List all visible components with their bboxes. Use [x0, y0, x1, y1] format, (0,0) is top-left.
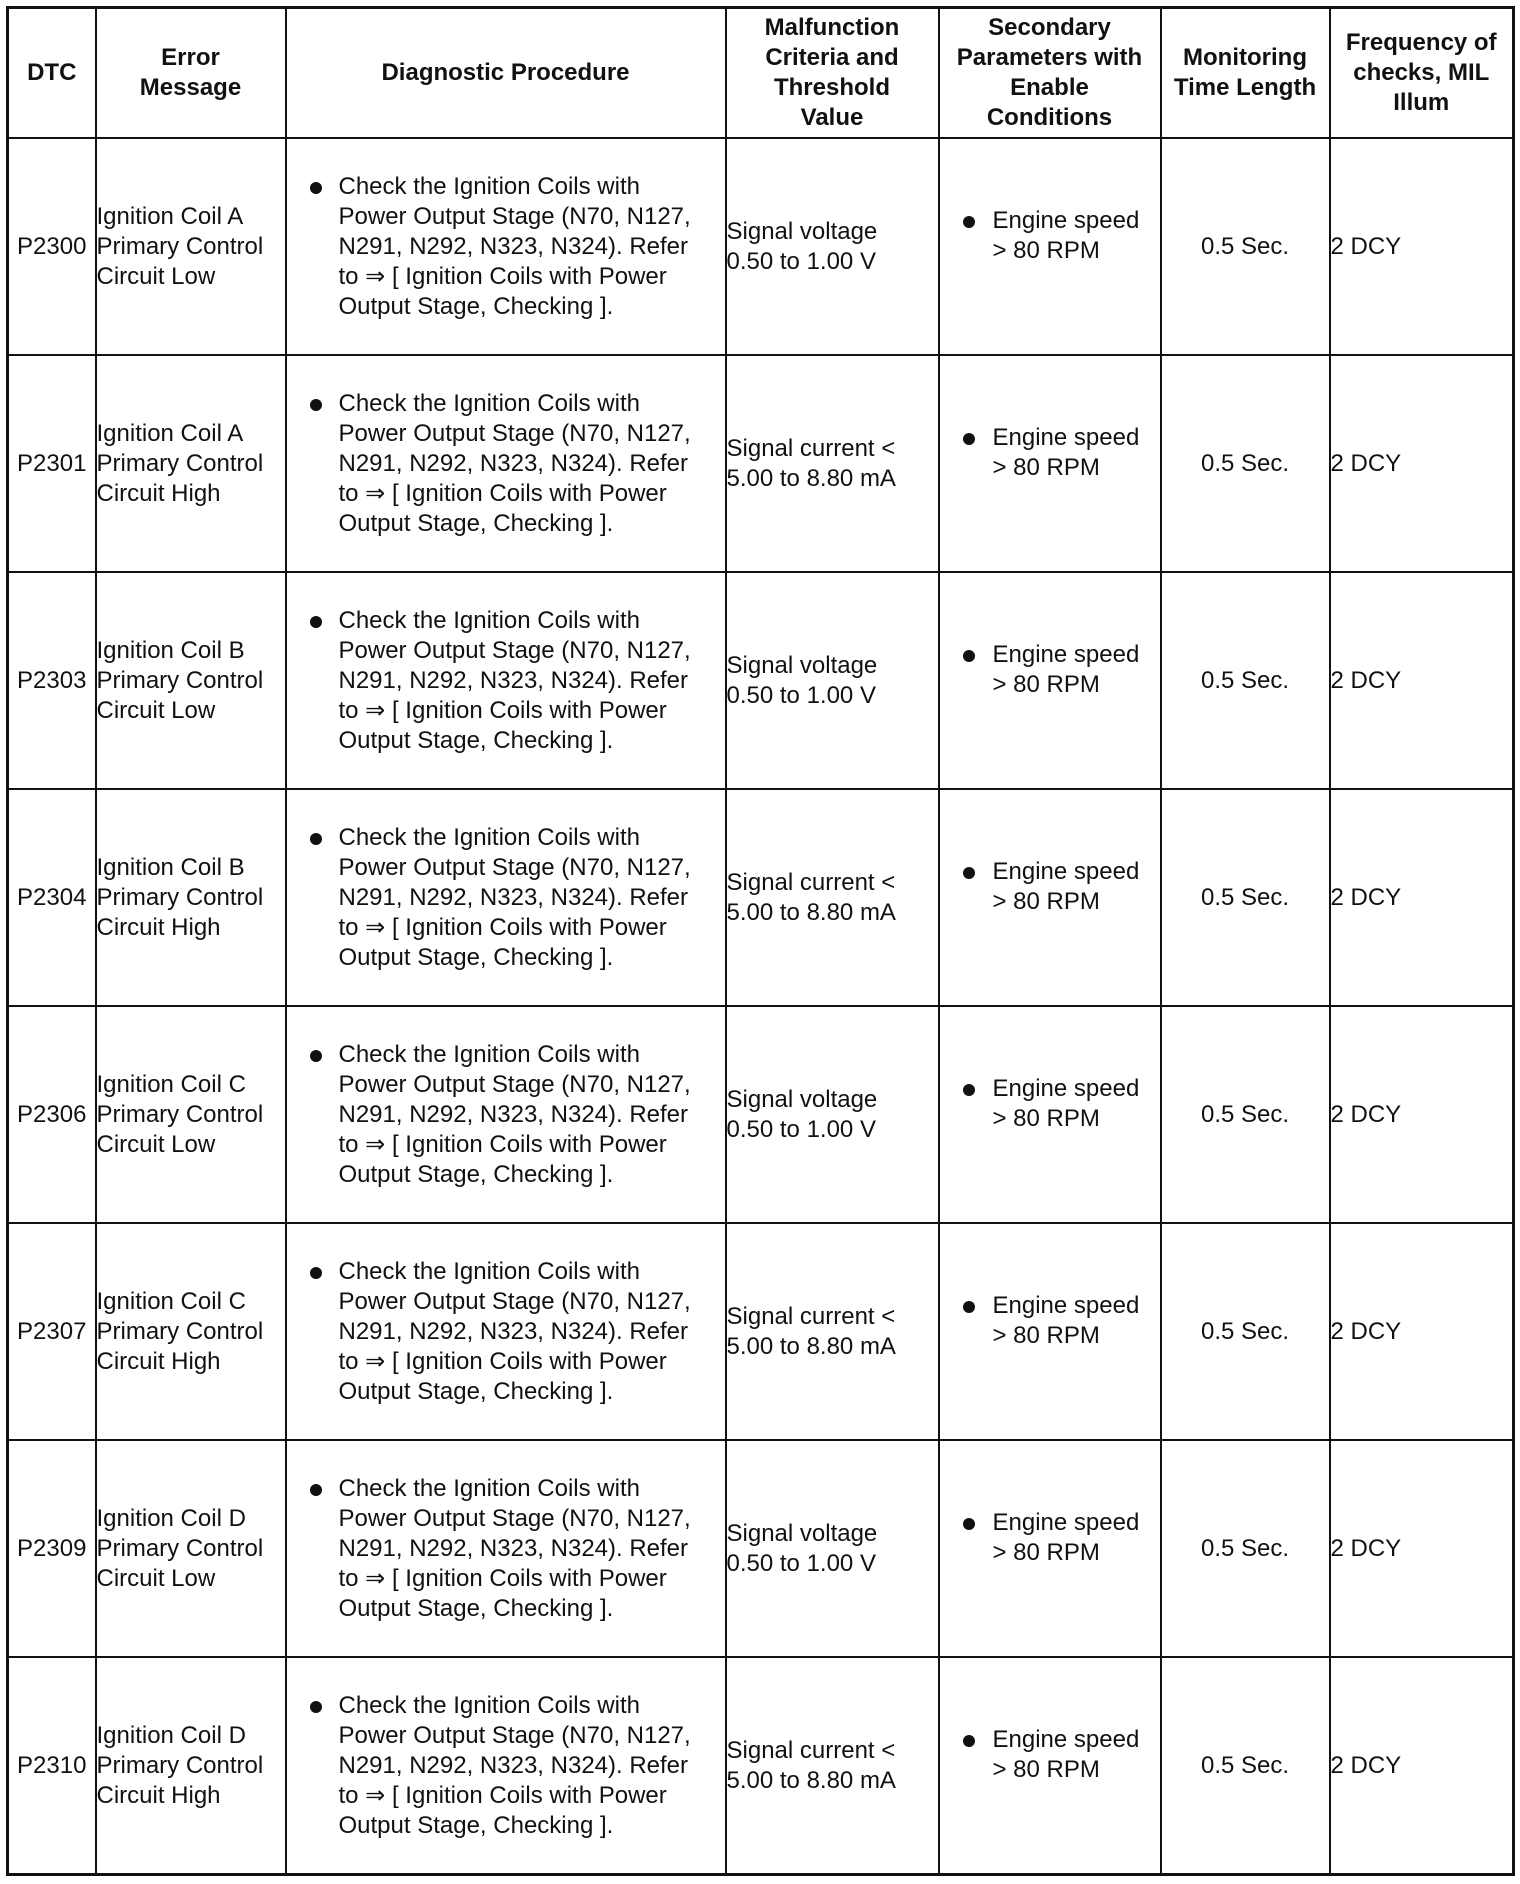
diagnostic-procedure-line: Output Stage, Checking ]. — [338, 943, 614, 971]
bullet-text — [993, 1508, 1156, 1568]
header-dtc — [8, 8, 96, 139]
diagnostic-procedure-line: Output Stage, Checking ]. — [338, 509, 614, 537]
header-line: Threshold — [773, 74, 890, 101]
monitoring-time: 0.5 Sec. — [1161, 1223, 1330, 1440]
threshold-value-line: Signal voltage — [726, 217, 878, 245]
diagnostic-procedure-line: Check the Ignition Coils with — [338, 1474, 640, 1502]
bullet-icon — [963, 1301, 975, 1313]
error-message-line: Circuit High — [96, 479, 221, 507]
header-line: DTC — [27, 59, 77, 86]
secondary-parameters-line: Engine speed — [992, 1725, 1140, 1753]
error-message-line: Ignition Coil A — [96, 202, 244, 230]
header-line: Error — [161, 44, 220, 71]
threshold-value-line: Signal voltage — [726, 1085, 878, 1113]
error-message-line: Primary Control — [96, 883, 264, 911]
header-line: Frequency of — [1345, 29, 1497, 56]
bullet-text — [339, 1691, 719, 1841]
bullet-icon — [310, 833, 322, 845]
table-row — [8, 138, 1514, 355]
secondary-parameters-line: Engine speed — [992, 857, 1140, 885]
check-frequency: 2 DCY — [1330, 572, 1514, 789]
diagnostic-procedure — [286, 355, 726, 572]
bullet-item — [940, 1508, 1160, 1568]
bullet-item — [940, 1291, 1160, 1351]
bullet-item — [287, 823, 725, 973]
monitoring-time: 0.5 Sec. — [1161, 789, 1330, 1006]
threshold-value — [726, 1006, 939, 1223]
bullet-text — [993, 857, 1156, 917]
bullet-icon — [963, 1735, 975, 1747]
monitoring-time: 0.5 Sec. — [1161, 355, 1330, 572]
diagnostic-procedure-line: to ⇒ [ Ignition Coils with Power — [338, 913, 667, 941]
diagnostic-procedure-line: Power Output Stage (N70, N127, — [338, 853, 691, 881]
bullet-item — [940, 857, 1160, 917]
error-message-line: Primary Control — [96, 449, 264, 477]
threshold-value — [726, 1440, 939, 1657]
header-line: Malfunction — [764, 14, 900, 41]
diagnostic-procedure-line: Check the Ignition Coils with — [338, 606, 640, 634]
secondary-parameters-line: > 80 RPM — [992, 453, 1100, 481]
bullet-icon — [310, 1484, 322, 1496]
secondary-parameters — [939, 1006, 1161, 1223]
threshold-value-line: 0.50 to 1.00 V — [726, 247, 876, 275]
bullet-item — [287, 172, 725, 322]
dtc-code: P2309 — [8, 1440, 96, 1657]
bullet-icon — [963, 650, 975, 662]
secondary-parameters — [939, 572, 1161, 789]
header-line: Parameters with — [956, 44, 1143, 71]
threshold-value-line: 5.00 to 8.80 mA — [726, 464, 896, 492]
bullet-text — [339, 389, 719, 539]
bullet-item — [287, 389, 725, 539]
check-frequency: 2 DCY — [1330, 789, 1514, 1006]
threshold-value-line: Signal voltage — [726, 1519, 878, 1547]
error-message-line: Circuit High — [96, 913, 221, 941]
dtc-code: P2304 — [8, 789, 96, 1006]
diagnostic-procedure-line: N291, N292, N323, N324). Refer — [338, 1317, 689, 1345]
diagnostic-procedure-line: to ⇒ [ Ignition Coils with Power — [338, 1347, 667, 1375]
threshold-value — [726, 789, 939, 1006]
check-frequency: 2 DCY — [1330, 1440, 1514, 1657]
secondary-parameters-line: > 80 RPM — [992, 887, 1100, 915]
diagnostic-procedure-line: Check the Ignition Coils with — [338, 172, 640, 200]
bullet-text — [993, 1074, 1156, 1134]
error-message — [96, 138, 286, 355]
bullet-icon — [310, 1701, 322, 1713]
diagnostic-procedure-line: Output Stage, Checking ]. — [338, 292, 614, 320]
error-message — [96, 1223, 286, 1440]
error-message — [96, 789, 286, 1006]
diagnostic-procedure — [286, 572, 726, 789]
threshold-value-line: 0.50 to 1.00 V — [726, 1115, 876, 1143]
diagnostic-procedure-line: Power Output Stage (N70, N127, — [338, 419, 691, 447]
threshold-value-line: Signal current < — [726, 1736, 896, 1764]
diagnostic-procedure-line: Check the Ignition Coils with — [338, 1691, 640, 1719]
diagnostic-procedure-line: Output Stage, Checking ]. — [338, 1594, 614, 1622]
error-message-line: Circuit High — [96, 1347, 221, 1375]
check-frequency: 2 DCY — [1330, 355, 1514, 572]
threshold-value-line: 0.50 to 1.00 V — [726, 1549, 876, 1577]
threshold-value-line: 5.00 to 8.80 mA — [726, 1766, 896, 1794]
header-diagnostic-procedure — [286, 8, 726, 139]
header-malfunction-criteria — [726, 8, 939, 139]
secondary-parameters-line: Engine speed — [992, 206, 1140, 234]
threshold-value — [726, 1657, 939, 1875]
secondary-parameters — [939, 355, 1161, 572]
check-frequency: 2 DCY — [1330, 138, 1514, 355]
header-line: checks, MIL — [1353, 59, 1490, 86]
diagnostic-procedure-line: N291, N292, N323, N324). Refer — [338, 232, 689, 260]
bullet-icon — [963, 1084, 975, 1096]
secondary-parameters-line: > 80 RPM — [992, 670, 1100, 698]
bullet-text — [339, 606, 719, 756]
document-page — [6, 6, 1512, 1876]
secondary-parameters-line: Engine speed — [992, 1074, 1140, 1102]
diagnostic-procedure-line: Output Stage, Checking ]. — [338, 1160, 614, 1188]
error-message-line: Ignition Coil C — [96, 1070, 246, 1098]
bullet-icon — [963, 433, 975, 445]
table-row — [8, 572, 1514, 789]
header-frequency — [1330, 8, 1514, 139]
diagnostic-procedure-line: Power Output Stage (N70, N127, — [338, 1070, 691, 1098]
bullet-icon — [310, 182, 322, 194]
diagnostic-procedure-line: to ⇒ [ Ignition Coils with Power — [338, 479, 667, 507]
monitoring-time: 0.5 Sec. — [1161, 1657, 1330, 1875]
diagnostic-procedure-line: Power Output Stage (N70, N127, — [338, 1721, 691, 1749]
error-message-line: Ignition Coil D — [96, 1504, 246, 1532]
dtc-table — [6, 6, 1515, 1876]
error-message-line: Ignition Coil C — [96, 1287, 246, 1315]
bullet-text — [993, 640, 1156, 700]
header-line: Time Length — [1173, 74, 1317, 101]
threshold-value-line: Signal current < — [726, 1302, 896, 1330]
error-message-line: Primary Control — [96, 1534, 264, 1562]
error-message-line: Primary Control — [96, 232, 264, 260]
diagnostic-procedure-line: Output Stage, Checking ]. — [338, 726, 614, 754]
secondary-parameters — [939, 1657, 1161, 1875]
header-line: Monitoring — [1183, 44, 1307, 71]
diagnostic-procedure-line: N291, N292, N323, N324). Refer — [338, 1534, 689, 1562]
secondary-parameters-line: Engine speed — [992, 423, 1140, 451]
monitoring-time: 0.5 Sec. — [1161, 1006, 1330, 1223]
error-message-line: Primary Control — [96, 1751, 264, 1779]
diagnostic-procedure — [286, 1223, 726, 1440]
dtc-code: P2307 — [8, 1223, 96, 1440]
monitoring-time: 0.5 Sec. — [1161, 138, 1330, 355]
diagnostic-procedure-line: to ⇒ [ Ignition Coils with Power — [338, 1564, 667, 1592]
header-line: Value — [800, 104, 864, 131]
diagnostic-procedure-line: Output Stage, Checking ]. — [338, 1377, 614, 1405]
threshold-value-line: Signal voltage — [726, 651, 878, 679]
diagnostic-procedure — [286, 1440, 726, 1657]
threshold-value-line: Signal current < — [726, 868, 896, 896]
monitoring-time: 0.5 Sec. — [1161, 572, 1330, 789]
bullet-item — [287, 606, 725, 756]
diagnostic-procedure-line: to ⇒ [ Ignition Coils with Power — [338, 696, 667, 724]
threshold-value — [726, 138, 939, 355]
bullet-item — [940, 1725, 1160, 1785]
error-message-line: Primary Control — [96, 1317, 264, 1345]
bullet-icon — [963, 1518, 975, 1530]
header-line: Conditions — [986, 104, 1113, 131]
header-line: Diagnostic Procedure — [381, 59, 630, 86]
table-body — [8, 138, 1514, 1875]
diagnostic-procedure-line: Power Output Stage (N70, N127, — [338, 1504, 691, 1532]
check-frequency: 2 DCY — [1330, 1657, 1514, 1875]
diagnostic-procedure-line: Power Output Stage (N70, N127, — [338, 1287, 691, 1315]
diagnostic-procedure-line: Check the Ignition Coils with — [338, 823, 640, 851]
dtc-code: P2303 — [8, 572, 96, 789]
bullet-item — [287, 1474, 725, 1624]
bullet-item — [940, 1074, 1160, 1134]
diagnostic-procedure-line: N291, N292, N323, N324). Refer — [338, 449, 689, 477]
error-message-line: Ignition Coil B — [96, 853, 245, 881]
table-row — [8, 1223, 1514, 1440]
check-frequency: 2 DCY — [1330, 1223, 1514, 1440]
bullet-icon — [310, 616, 322, 628]
bullet-text — [339, 1474, 719, 1624]
table-row — [8, 1657, 1514, 1875]
table-row — [8, 355, 1514, 572]
secondary-parameters — [939, 789, 1161, 1006]
table-row — [8, 1440, 1514, 1657]
bullet-text — [339, 1257, 719, 1407]
secondary-parameters — [939, 1440, 1161, 1657]
bullet-item — [287, 1257, 725, 1407]
diagnostic-procedure-line: to ⇒ [ Ignition Coils with Power — [338, 1130, 667, 1158]
header-line: Enable — [1010, 74, 1089, 101]
secondary-parameters-line: Engine speed — [992, 640, 1140, 668]
error-message — [96, 355, 286, 572]
diagnostic-procedure-line: Power Output Stage (N70, N127, — [338, 636, 691, 664]
secondary-parameters — [939, 138, 1161, 355]
diagnostic-procedure-line: N291, N292, N323, N324). Refer — [338, 1100, 689, 1128]
error-message-line: Primary Control — [96, 1100, 264, 1128]
dtc-code: P2300 — [8, 138, 96, 355]
threshold-value-line: 5.00 to 8.80 mA — [726, 898, 896, 926]
error-message — [96, 1657, 286, 1875]
secondary-parameters-line: Engine speed — [992, 1291, 1140, 1319]
bullet-item — [287, 1040, 725, 1190]
diagnostic-procedure — [286, 138, 726, 355]
threshold-value-line: 0.50 to 1.00 V — [726, 681, 876, 709]
secondary-parameters-line: > 80 RPM — [992, 236, 1100, 264]
dtc-code: P2306 — [8, 1006, 96, 1223]
error-message-line: Ignition Coil B — [96, 636, 245, 664]
bullet-text — [339, 172, 719, 322]
header-line: Secondary — [988, 14, 1111, 41]
error-message-line: Circuit Low — [96, 1130, 216, 1158]
bullet-text — [339, 823, 719, 973]
header-monitoring-time — [1161, 8, 1330, 139]
bullet-item — [940, 640, 1160, 700]
secondary-parameters-line: > 80 RPM — [992, 1755, 1100, 1783]
error-message-line: Circuit Low — [96, 696, 216, 724]
diagnostic-procedure-line: to ⇒ [ Ignition Coils with Power — [338, 262, 667, 290]
threshold-value-line: Signal current < — [726, 434, 896, 462]
bullet-text — [993, 1291, 1156, 1351]
secondary-parameters-line: > 80 RPM — [992, 1321, 1100, 1349]
error-message — [96, 1440, 286, 1657]
header-line: Criteria and — [765, 44, 899, 71]
error-message-line: Ignition Coil D — [96, 1721, 246, 1749]
diagnostic-procedure — [286, 1006, 726, 1223]
bullet-text — [993, 206, 1156, 266]
header-line: Illum — [1393, 89, 1450, 116]
error-message — [96, 572, 286, 789]
bullet-item — [940, 423, 1160, 483]
header-error-message — [96, 8, 286, 139]
bullet-text — [339, 1040, 719, 1190]
error-message-line: Circuit Low — [96, 1564, 216, 1592]
bullet-icon — [963, 867, 975, 879]
header-row — [8, 8, 1514, 139]
threshold-value — [726, 355, 939, 572]
table-header — [8, 8, 1514, 139]
secondary-parameters-line: > 80 RPM — [992, 1104, 1100, 1132]
header-secondary-parameters — [939, 8, 1161, 139]
bullet-text — [993, 423, 1156, 483]
threshold-value — [726, 1223, 939, 1440]
diagnostic-procedure-line: to ⇒ [ Ignition Coils with Power — [338, 1781, 667, 1809]
error-message-line: Primary Control — [96, 666, 264, 694]
bullet-text — [993, 1725, 1156, 1785]
header-line: Message — [139, 74, 242, 101]
diagnostic-procedure — [286, 1657, 726, 1875]
bullet-icon — [310, 1267, 322, 1279]
diagnostic-procedure-line: Check the Ignition Coils with — [338, 1257, 640, 1285]
diagnostic-procedure-line: Check the Ignition Coils with — [338, 389, 640, 417]
secondary-parameters-line: Engine speed — [992, 1508, 1140, 1536]
dtc-code: P2310 — [8, 1657, 96, 1875]
error-message-line: Circuit Low — [96, 262, 216, 290]
bullet-icon — [310, 1050, 322, 1062]
diagnostic-procedure-line: Output Stage, Checking ]. — [338, 1811, 614, 1839]
table-row — [8, 1006, 1514, 1223]
diagnostic-procedure-line: Check the Ignition Coils with — [338, 1040, 640, 1068]
bullet-item — [940, 206, 1160, 266]
error-message — [96, 1006, 286, 1223]
bullet-icon — [310, 399, 322, 411]
monitoring-time: 0.5 Sec. — [1161, 1440, 1330, 1657]
error-message-line: Circuit High — [96, 1781, 221, 1809]
table-row — [8, 789, 1514, 1006]
diagnostic-procedure-line: Power Output Stage (N70, N127, — [338, 202, 691, 230]
bullet-item — [287, 1691, 725, 1841]
diagnostic-procedure-line: N291, N292, N323, N324). Refer — [338, 883, 689, 911]
secondary-parameters-line: > 80 RPM — [992, 1538, 1100, 1566]
diagnostic-procedure — [286, 789, 726, 1006]
threshold-value — [726, 572, 939, 789]
threshold-value-line: 5.00 to 8.80 mA — [726, 1332, 896, 1360]
bullet-icon — [963, 216, 975, 228]
check-frequency: 2 DCY — [1330, 1006, 1514, 1223]
dtc-code: P2301 — [8, 355, 96, 572]
diagnostic-procedure-line: N291, N292, N323, N324). Refer — [338, 666, 689, 694]
diagnostic-procedure-line: N291, N292, N323, N324). Refer — [338, 1751, 689, 1779]
error-message-line: Ignition Coil A — [96, 419, 244, 447]
secondary-parameters — [939, 1223, 1161, 1440]
